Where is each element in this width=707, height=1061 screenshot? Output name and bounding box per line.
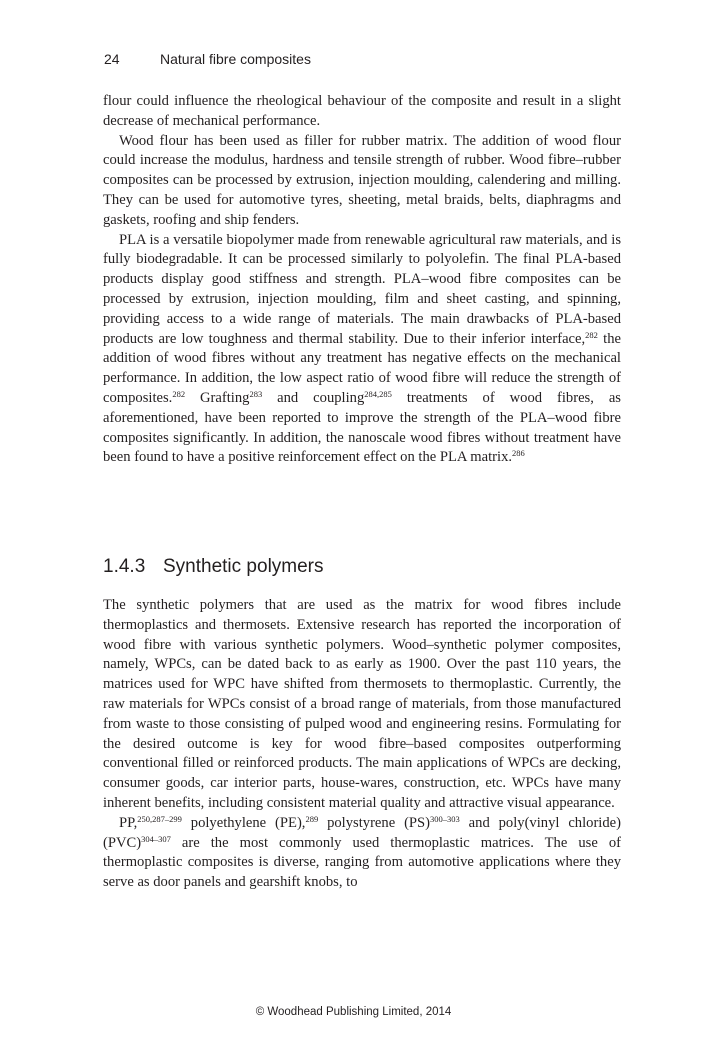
section-heading [103, 556, 324, 578]
book-title: Natural fibre composites [160, 51, 311, 67]
text-run: are the most commonly used thermoplastic matrices. The use of thermoplastic composites is diverse, ranging from automotive applications where they serve as door panels and gearshift knobs, to [103, 834, 621, 891]
paragraph: The synthetic polymers that are used as the matrix for wood fibres include thermoplastics and thermosets. Extensive research has reported the incorporation of wood fibre with various synthetic polymers. Wood–synthetic polymer composites, namely, WPCs, can be dated back to as early as 1900. Over the past 110 years, the matrices used for WPC have shifted from thermosets to thermoplastic. Currently, the raw materials for WPCs consist of a broad range of materials, from those manufactured from waste to those consisting of pulped wood and engineering resins. Formulating for the desired outcome is key for wood fibre–based composites outperforming conventional filled or reinforced products. The main applications of WPCs are decking, consumer goods, car interior parts, house-wares, construction, etc. WPCs have many inherent benefits, including consistent material quality and attractive visual appearance. [103, 597, 621, 811]
citation-ref: 289 [305, 813, 319, 824]
text-run: PLA is a versatile biopolymer made from renewable agricultural raw materials, and is fully biodegradable. It can be processed similarly to polyolefin. The final PLA-based products display good stiffness and strength. PLA–wood fibre composites can be processed by extrusion, injection moulding, film and sheet casting, and spinning, providing access to a wide range of materials. The main drawbacks of PLA-based products are low toughness and thermal stability. Due to their inferior interface, [103, 231, 621, 347]
paragraph [103, 231, 621, 469]
paragraph: Wood flour has been used as filler for rubber matrix. The addition of wood flour could increase the modulus, hardness and tensile strength of rubber. Wood fibre–rubber composites can be processed by extrusion, injection moulding, calendering and milling. They can be used for automotive tyres, sheeting, metal braids, belts, diaphragms and gaskets, roofing and ship fenders. [103, 132, 621, 228]
section-title: Synthetic polymers [163, 556, 324, 577]
section-number: 1.4.3 [103, 556, 146, 577]
text-run: polyethylene (PE), [181, 814, 306, 831]
citation-ref: 284,285 [364, 388, 392, 399]
text-run: Grafting [185, 389, 250, 406]
text-run: polystyrene (PS) [318, 814, 431, 831]
body-text-lower [103, 596, 621, 893]
text-run: and coupling [262, 389, 365, 406]
body-text-upper [103, 92, 621, 468]
citation-ref: 286 [512, 448, 525, 459]
text-run: the addition of wood fibres without any treatment has negative effects on the mechanical performance. In addition, the low aspect ratio of wood fibre will reduce the strength of composites. [103, 330, 621, 406]
text-run: and poly(vinyl chloride) (PVC) [103, 814, 622, 851]
paragraph: flour could influence the rheological behaviour of the composite and result in a slight decrease of mechanical performance. [103, 93, 621, 129]
citation-ref: 282 [172, 388, 186, 399]
copyright-footer: © Woodhead Publishing Limited, 2014 [255, 1006, 452, 1018]
citation-ref: 300–303 [430, 813, 460, 824]
citation-ref: 282 [585, 329, 598, 340]
running-header [104, 51, 311, 67]
paragraph [103, 814, 621, 893]
text-run: PP, [119, 814, 138, 831]
citation-ref: 250,287–299 [137, 813, 182, 824]
page-number: 24 [104, 51, 120, 67]
citation-ref: 283 [249, 388, 263, 399]
text-run: treatments of wood fibres, as aforementioned, have been reported to improve the strength of the PLA–wood fibre composites significantly. In addition, the nanoscale wood fibres without treatment have been found to have a positive reinforcement effect on the PLA matrix. [103, 389, 621, 466]
citation-ref: 304–307 [141, 833, 171, 844]
